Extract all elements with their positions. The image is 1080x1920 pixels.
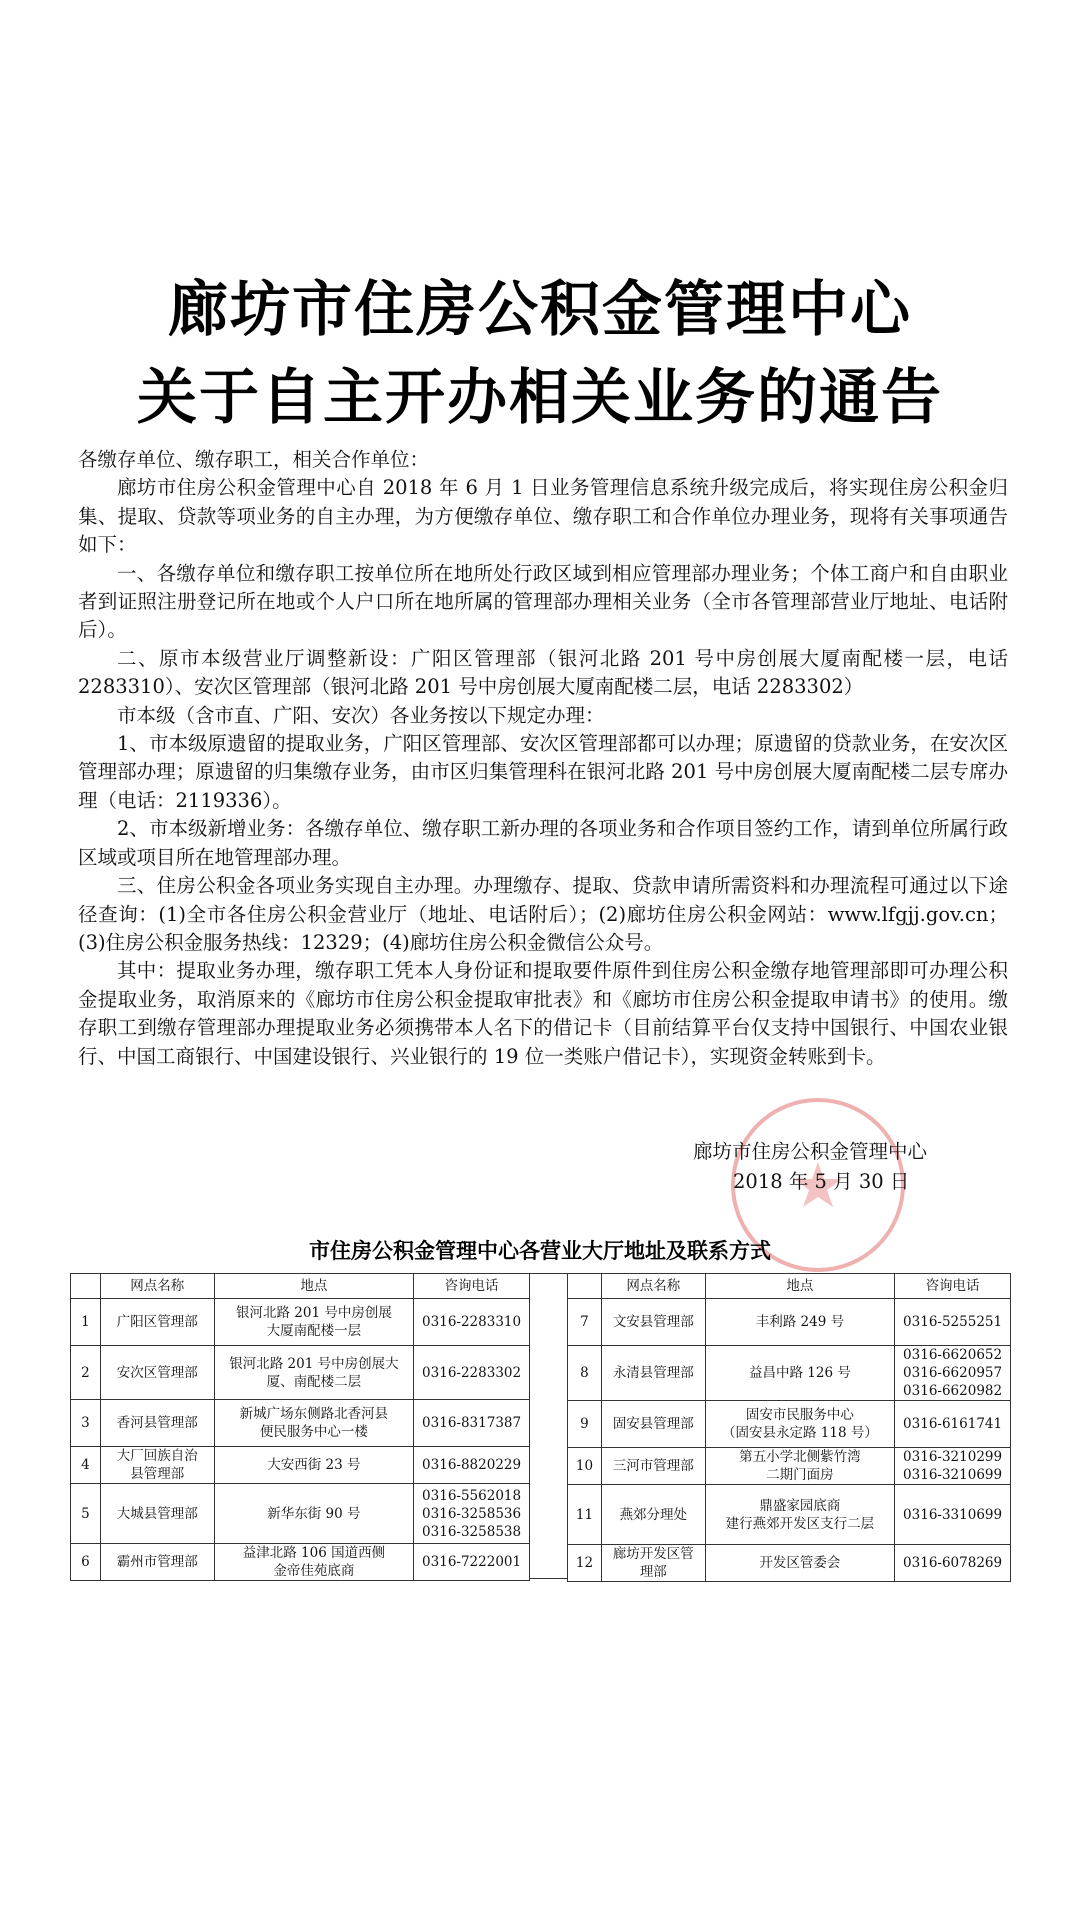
cell-number: 8	[568, 1346, 602, 1401]
cell-office-name: 香河县管理部	[100, 1400, 214, 1447]
cell-number: 4	[71, 1447, 101, 1484]
cell-number: 7	[568, 1299, 602, 1346]
cell-phone: 0316-5255251	[895, 1299, 1011, 1346]
cell-number: 6	[71, 1544, 101, 1581]
cell-address: 开发区管委会	[705, 1545, 894, 1582]
paragraph: 三、住房公积金各项业务实现自主办理。办理缴存、提取、贷款申请所需资料和办理流程可通过以下途径查询：(1)全市各住房公积金营业厅（地址、电话附后）；(2)廊坊住房公积金网站：www.lfgjj.gov.cn；(3)住房公积金服务热线：12329；(4)廊坊住房公积金微信公众号。	[78, 874, 1008, 954]
cell-office-name: 广阳区管理部	[100, 1299, 214, 1346]
office-table-left	[70, 1273, 530, 1581]
salutation: 各缴存单位、缴存职工，相关合作单位：	[78, 448, 430, 471]
table-row	[71, 1447, 530, 1484]
paragraph: 二、原市本级营业厅调整新设：广阳区管理部（银河北路 201 号中房创展大厦南配楼一层，电话 2283310）、安次区管理部（银河北路 201 号中房创展大厦南配楼二层，电话 2283302）	[78, 646, 1008, 699]
cell-office-name: 大厂回族自治 县管理部	[100, 1447, 214, 1484]
cell-phone: 0316-2283310	[414, 1299, 530, 1346]
cell-number: 5	[71, 1484, 101, 1544]
header-phone: 咨询电话	[895, 1274, 1011, 1299]
paragraph: 其中：提取业务办理，缴存职工凭本人身份证和提取要件原件到住房公积金缴存地管理部即可办理公积金提取业务，取消原来的《廊坊市住房公积金提取审批表》和《廊坊市住房公积金提取申请书》的使用。缴存职工到缴存管理部办理提取业务必须携带本人名下的借记卡（目前结算平台仅支持中国银行、中国农业银行、中国工商银行、中国建设银行、兴业银行的 19 位一类账户借记卡），实现资金转账到卡。	[78, 959, 1008, 1068]
table-row	[568, 1485, 1011, 1545]
cell-office-name: 三河市管理部	[601, 1448, 705, 1485]
table-row	[71, 1484, 530, 1544]
table-row	[71, 1346, 530, 1400]
cell-phone: 0316-3210299 0316-3210699	[895, 1448, 1011, 1485]
cell-phone: 0316-8820229	[414, 1447, 530, 1484]
table-title: 市住房公积金管理中心各营业大厅地址及联系方式	[309, 1239, 771, 1263]
cell-phone: 0316-6078269	[895, 1545, 1011, 1582]
cell-number: 2	[71, 1346, 101, 1400]
cell-phone: 0316-6161741	[895, 1401, 1011, 1448]
cell-phone: 0316-7222001	[414, 1544, 530, 1581]
paragraph: 廊坊市住房公积金管理中心自 2018 年 6 月 1 日业务管理信息系统升级完成后，将实现住房公积金归集、提取、贷款等项业务的自主办理，为方便缴存单位、缴存职工和合作单位办理业务，现将有关事项通告如下：	[78, 476, 1008, 557]
cell-address: 第五小学北侧紫竹湾 二期门面房	[705, 1448, 894, 1485]
table-row	[568, 1346, 1011, 1401]
cell-office-name: 霸州市管理部	[100, 1544, 214, 1581]
cell-office-name: 文安县管理部	[601, 1299, 705, 1346]
signature-organization: 廊坊市住房公积金管理中心	[693, 1140, 928, 1163]
office-table-right	[567, 1273, 1011, 1582]
table-row	[71, 1400, 530, 1447]
cell-office-name: 固安县管理部	[601, 1401, 705, 1448]
cell-office-name: 安次区管理部	[100, 1346, 214, 1400]
cell-address: 新城广场东侧路北香河县 便民服务中心一楼	[214, 1400, 413, 1447]
cell-address: 银河北路 201 号中房创展大 厦、南配楼二层	[214, 1346, 413, 1400]
table-row	[568, 1448, 1011, 1485]
cell-address: 固安市民服务中心 （固安县永定路 118 号）	[705, 1401, 894, 1448]
paragraph: 市本级（含市直、广阳、安次）各业务按以下规定办理：	[117, 703, 605, 727]
cell-phone: 0316-6620652 0316-6620957 0316-6620982	[895, 1346, 1011, 1401]
notice-body	[78, 446, 1008, 1071]
cell-office-name: 永清县管理部	[601, 1346, 705, 1401]
cell-number: 10	[568, 1448, 602, 1485]
cell-number: 12	[568, 1545, 602, 1582]
header-name: 网点名称	[601, 1274, 705, 1299]
cell-phone: 0316-8317387	[414, 1400, 530, 1447]
title-line-2: 关于自主开办相关业务的通告	[137, 363, 943, 433]
title-line-1: 廊坊市住房公积金管理中心	[168, 275, 912, 345]
table-row	[568, 1401, 1011, 1448]
cell-address: 新华东街 90 号	[214, 1484, 413, 1544]
cell-number: 11	[568, 1485, 602, 1545]
cell-address: 大安西街 23 号	[214, 1447, 413, 1484]
cell-phone: 0316-5562018 0316-3258536 0316-3258538	[414, 1484, 530, 1544]
header-address: 地点	[214, 1274, 413, 1299]
cell-address: 鼎盛家园底商 建行燕郊开发区支行二层	[705, 1485, 894, 1545]
header-no	[568, 1274, 602, 1299]
cell-office-name: 廊坊开发区管 理部	[601, 1545, 705, 1582]
cell-phone: 0316-3310699	[895, 1485, 1011, 1545]
header-name: 网点名称	[100, 1274, 214, 1299]
paragraph: 1、市本级原遗留的提取业务，广阳区管理部、安次区管理部都可以办理；原遗留的贷款业务，在安次区管理部办理；原遗留的归集缴存业务，由市区归集管理科在银河北路 201 号中房创展大厦南配楼二层专席办理（电话：2119336）。	[78, 732, 1008, 812]
paragraph: 一、各缴存单位和缴存职工按单位所在地所处行政区域到相应管理部办理业务；个体工商户和自由职业者到证照注册登记所在地或个人户口所在地所属的管理部办理相关业务（全市各管理部营业厅地址、电话附后）。	[78, 561, 1008, 642]
cell-number: 3	[71, 1400, 101, 1447]
cell-address: 益津北路 106 国道西侧 金帝佳苑底商	[214, 1544, 413, 1581]
signature-date: 2018 年 5 月 30 日	[733, 1170, 910, 1193]
cell-phone: 0316-2283302	[414, 1346, 530, 1400]
header-address: 地点	[705, 1274, 894, 1299]
table-divider	[530, 1273, 567, 1579]
table-row	[568, 1545, 1011, 1582]
header-phone: 咨询电话	[414, 1274, 530, 1299]
cell-office-name: 大城县管理部	[100, 1484, 214, 1544]
paragraph: 2、市本级新增业务：各缴存单位、缴存职工新办理的各项业务和合作项目签约工作，请到单位所属行政区域或项目所在地管理部办理。	[78, 817, 1008, 869]
table-row	[71, 1299, 530, 1346]
cell-address: 益昌中路 126 号	[705, 1346, 894, 1401]
cell-office-name: 燕郊分理处	[601, 1485, 705, 1545]
header-no	[71, 1274, 101, 1299]
cell-number: 1	[71, 1299, 101, 1346]
table-row	[71, 1544, 530, 1581]
cell-number: 9	[568, 1401, 602, 1448]
cell-address: 丰利路 249 号	[705, 1299, 894, 1346]
table-row	[568, 1299, 1011, 1346]
cell-address: 银河北路 201 号中房创展 大厦南配楼一层	[214, 1299, 413, 1346]
